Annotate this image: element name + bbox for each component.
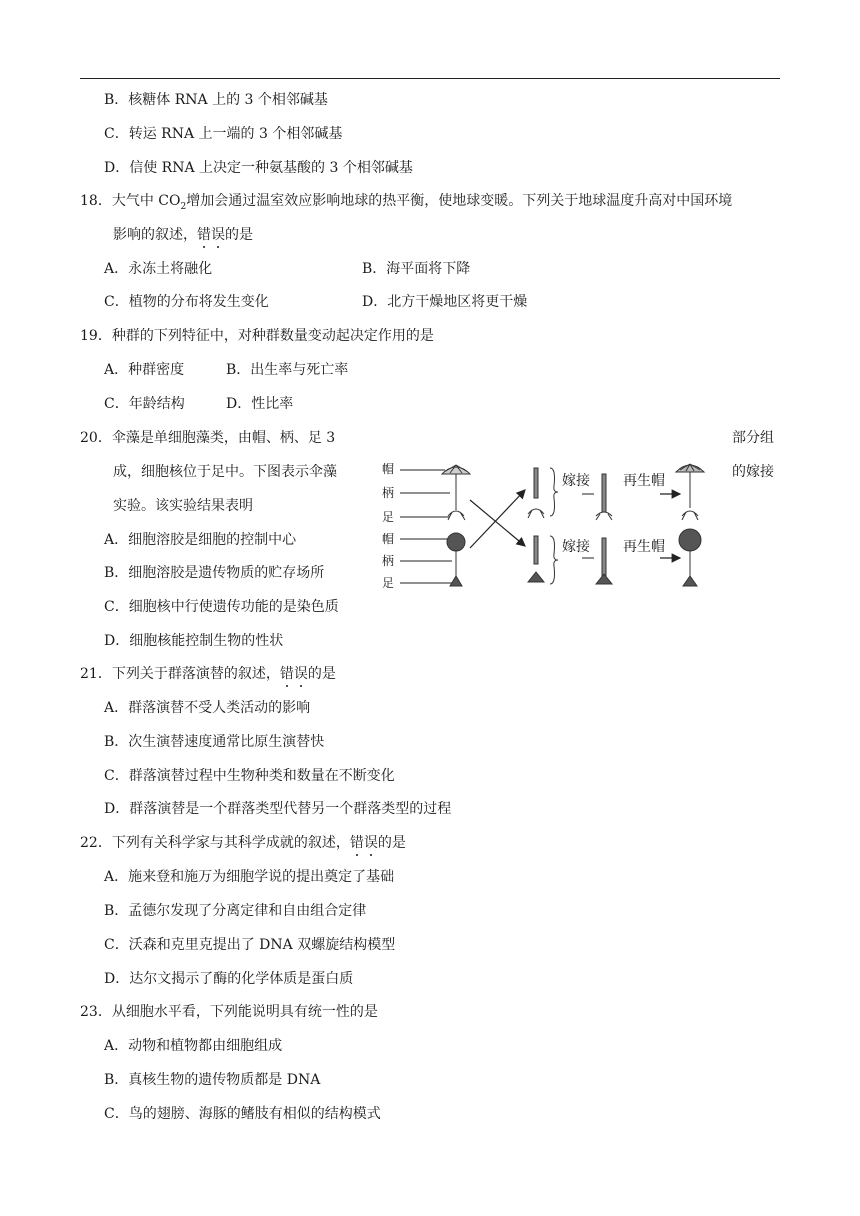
label-cap-top: 帽 bbox=[382, 462, 395, 476]
brace-bottom bbox=[550, 536, 558, 584]
q20-stem-line1b: 部分组 bbox=[732, 430, 774, 446]
q18-stem-line1: 18．大气中 $CO_2$增加会通过温室效应影响地球的热平衡，使地球变暖。下列关于地球温度升高对中国环境 bbox=[80, 193, 733, 212]
q19-option-c[interactable]: C．年龄结构 bbox=[104, 396, 185, 412]
label-graft-bottom: 嫁接 bbox=[562, 539, 590, 555]
q23-option-a[interactable]: A．动物和植物都由细胞组成 bbox=[104, 1038, 283, 1054]
q20-stem-line3: 实验。该实验结果表明 bbox=[113, 498, 253, 514]
q18-option-c[interactable]: C．植物的分布将发生变化 bbox=[104, 294, 269, 310]
label-graft-top: 嫁接 bbox=[562, 473, 590, 489]
graft-piece-top bbox=[528, 468, 544, 518]
q20-option-b[interactable]: B．细胞溶胶是遗传物质的贮存场所 bbox=[104, 565, 325, 581]
q21-option-a[interactable]: A．群落演替不受人类活动的影响 bbox=[104, 700, 311, 716]
q21-option-b[interactable]: B．次生演替速度通常比原生演替快 bbox=[104, 734, 325, 750]
emphasis-char: 错 bbox=[349, 835, 364, 851]
q20-option-c[interactable]: C．细胞核中行使遗传功能的是染色质 bbox=[104, 599, 339, 615]
q18-stem-line2: 影响的叙述，错误的是 bbox=[113, 227, 253, 243]
emphasis-char: 误 bbox=[363, 835, 378, 851]
q23-option-b[interactable]: B．真核生物的遗传物质都是 DNA bbox=[104, 1072, 321, 1088]
q20-stem-line2a: 成，细胞核位于足中。下图表示伞藻 bbox=[113, 464, 337, 480]
q17-option-d[interactable]: D．信使 RNA 上决定一种氨基酸的 3 个相邻碱基 bbox=[104, 160, 413, 176]
label-stalk-bottom: 柄 bbox=[382, 554, 395, 568]
q21-stem: 21．下列关于群落演替的叙述，错误的是 bbox=[80, 666, 336, 682]
label-regen-bottom: 再生帽 bbox=[623, 539, 665, 555]
q20-option-d[interactable]: D．细胞核能控制生物的性状 bbox=[104, 633, 284, 649]
q19-option-d[interactable]: D．性比率 bbox=[226, 396, 294, 412]
q21-option-c[interactable]: C．群落演替过程中生物种类和数量在不断变化 bbox=[104, 768, 395, 784]
q18-option-d[interactable]: D．北方干燥地区将更干燥 bbox=[362, 294, 528, 310]
label-regen-top: 再生帽 bbox=[623, 473, 665, 489]
regen-result-flower bbox=[679, 529, 701, 586]
emphasis-char: 误 bbox=[211, 227, 225, 243]
header-rule bbox=[80, 78, 780, 79]
q19-option-b[interactable]: B．出生率与死亡率 bbox=[226, 362, 349, 378]
plant-flower-cap bbox=[447, 533, 465, 586]
label-foot-bottom: 足 bbox=[382, 576, 395, 590]
q17-option-c[interactable]: C．转运 RNA 上一端的 3 个相邻碱基 bbox=[104, 126, 343, 142]
q20-stem-line2b: 的嫁接 bbox=[732, 464, 774, 480]
q23-stem: 23．从细胞水平看，下列能说明具有统一性的是 bbox=[80, 1004, 378, 1020]
label-stalk-top: 柄 bbox=[382, 486, 395, 500]
q18-option-b[interactable]: B．海平面将下降 bbox=[362, 261, 471, 277]
acetabularia-graft-figure bbox=[370, 450, 720, 600]
label-cap-bottom: 帽 bbox=[382, 532, 395, 546]
brace-top bbox=[550, 468, 558, 516]
q19-stem: 19．种群的下列特征中，对种群数量变动起决定作用的是 bbox=[80, 328, 434, 344]
q22-option-a[interactable]: A．施来登和施万为细胞学说的提出奠定了基础 bbox=[104, 869, 395, 885]
q22-option-c[interactable]: C．沃森和克里克提出了 DNA 双螺旋结构模型 bbox=[104, 937, 396, 953]
emphasis-char: 错 bbox=[279, 666, 294, 682]
graft-result-top bbox=[596, 474, 612, 520]
q18-option-a[interactable]: A．永冻土将融化 bbox=[104, 261, 213, 277]
q17-option-b[interactable]: B．核糖体 RNA 上的 3 个相邻碱基 bbox=[104, 92, 328, 108]
graft-diagram-svg bbox=[370, 450, 720, 600]
label-foot-top: 足 bbox=[382, 510, 395, 524]
q21-option-d[interactable]: D．群落演替是一个群落类型代替另一个群落类型的过程 bbox=[104, 801, 452, 817]
graft-piece-bottom bbox=[528, 536, 544, 582]
q22-option-b[interactable]: B．孟德尔发现了分离定律和自由组合定律 bbox=[104, 903, 367, 919]
q22-stem: 22．下列有关科学家与其科学成就的叙述，错误的是 bbox=[80, 835, 406, 851]
q20-option-a[interactable]: A．细胞溶胶是细胞的控制中心 bbox=[104, 532, 297, 548]
regen-result-umbrella bbox=[676, 464, 704, 520]
q19-option-a[interactable]: A．种群密度 bbox=[104, 362, 185, 378]
emphasis-char: 错 bbox=[197, 227, 211, 243]
emphasis-char: 误 bbox=[293, 666, 308, 682]
graft-result-bottom bbox=[596, 538, 612, 584]
q20-stem-line1a: 20．伞藻是单细胞藻类，由帽、柄、足 3 bbox=[80, 430, 336, 446]
q22-option-d[interactable]: D．达尔文揭示了酶的化学体质是蛋白质 bbox=[104, 971, 354, 987]
q23-option-c[interactable]: C．鸟的翅膀、海豚的鳍肢有相似的结构模式 bbox=[104, 1106, 381, 1122]
